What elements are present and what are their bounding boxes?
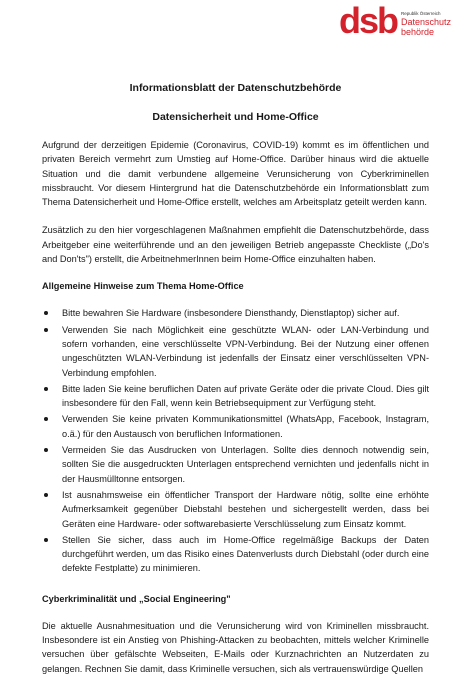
logo-name-line2: behörde xyxy=(400,27,434,37)
list-item-text: Ist ausnahmsweise ein öffentlicher Transport der Hardware nötig, sollte eine erhöhte Aufmerksamkeit gegenüber Diebstahl bestehen und sichergestellt werden, dass bei Geräten eine Hardware- oder softwarebasierte Verschlüsselung zum Einsatz kommt. xyxy=(62,489,429,529)
list-item xyxy=(42,488,429,531)
logo-republic-label: Republik Österreich xyxy=(400,11,441,16)
list-item-text: Bitte laden Sie keine beruflichen Daten auf private Geräte oder die private Cloud. Dies gilt insbesondere für den Fall, wenn kein Betriebsequipment zur Verfügung steht. xyxy=(62,383,429,409)
list-item xyxy=(42,323,429,380)
bullet-icon xyxy=(44,417,48,421)
list-item xyxy=(42,382,429,411)
bullet-icon xyxy=(44,387,48,391)
dsb-logo xyxy=(338,0,451,41)
document-subtitle: Datensicherheit und Home-Office xyxy=(152,111,319,123)
section-heading-cybercrime: Cyberkriminalität und „Social Engineering" xyxy=(42,593,231,604)
list-item-text: Stellen Sie sicher, dass auch im Home-Office regelmäßige Backups der Daten durchgeführt werden, um das Risiko eines Datenverlusts durch Diebstahl (oder durch eine defekte Festplatte) zu minimieren. xyxy=(62,534,429,574)
list-item xyxy=(42,533,429,576)
cybercrime-paragraph: Die aktuelle Ausnahmesituation und die Verunsicherung wird von Kriminellen missbraucht. Insbesondere ist ein Anstieg von Phishing-Attacken zu beobachten, mittels welcher Kriminelle versuchen über gefälschte Webseiten, E-Mails oder Kurznachrichten an Nutzerdaten zu gelangen. Rechnen Sie damit, dass Kriminelle versuchen, sich als vertrauenswürdige Quellen xyxy=(42,620,429,674)
list-item-text: Bitte bewahren Sie Hardware (insbesondere Diensthandy, Dienstlaptop) sicher auf. xyxy=(62,308,400,319)
bullet-icon xyxy=(44,328,48,332)
section-heading-home-office: Allgemeine Hinweise zum Thema Home-Office xyxy=(42,281,244,292)
list-item-text: Vermeiden Sie das Ausdrucken von Unterlagen. Sollte dies dennoch notwendig sein, sollten Sie die ausgedruckten Unterlagen entsprechend vernichten und jedenfalls nicht in der Hausmülltonne entsorgen. xyxy=(62,445,429,484)
intro-paragraph: Aufgrund der derzeitigen Epidemie (Coronavirus, COVID-19) kommt es im öffentlichen und privaten Bereich vermehrt zum Umstieg auf Home-Office. Darüber hinaus wird die aktuelle Situation und die damit verbundene allgemeine Verunsicherung von Cyberkriminellen missbraucht. Vor diesem Hintergrund hat die Datenschutzbehörde ein Informationsblatt zum Thema Datensicherheit und Home-Office erstellt, welches am Arbeitsplatz geteilt werden kann. xyxy=(42,140,429,208)
list-item-text: Verwenden Sie nach Möglichkeit eine geschützte WLAN- oder LAN-Verbindung und sofern vorhanden, eine verschlüsselte VPN-Verbindung. Bei der Nutzung einer offenen ungeschützten WLAN-Verbindung ist jedenfalls der Einsatz einer verschlüsselten VPN-Verbindung empfohlen. xyxy=(62,324,429,378)
list-item xyxy=(42,306,429,320)
document-body xyxy=(42,82,429,676)
home-office-tips-list xyxy=(42,306,429,575)
logo-name-line1: Datenschutz xyxy=(400,17,451,27)
document-title: Informationsblatt der Datenschutzbehörde xyxy=(129,82,342,94)
list-item-text: Verwenden Sie keine privaten Kommunikationsmittel (WhatsApp, Facebook, Instagram, o.ä.) für den Austausch von beruflichen Informationen. xyxy=(62,414,429,439)
list-item xyxy=(42,443,429,486)
logo-mark: dsb xyxy=(338,0,397,41)
logo-text xyxy=(401,6,451,37)
bullet-icon xyxy=(44,493,48,497)
bullet-icon xyxy=(44,311,48,315)
recommendation-paragraph: Zusätzlich zu den hier vorgeschlagenen Maßnahmen empfiehlt die Datenschutzbehörde, dass Arbeitgeber eine weiterführende und an den jeweiligen Betrieb angepasste Checkliste („Do's and Don'ts") erstellt, die ArbeitnehmerInnen beim Home-Office einzuhalten haben. xyxy=(42,225,429,265)
list-item xyxy=(42,412,429,441)
bullet-icon xyxy=(44,538,48,542)
bullet-icon xyxy=(44,448,48,452)
